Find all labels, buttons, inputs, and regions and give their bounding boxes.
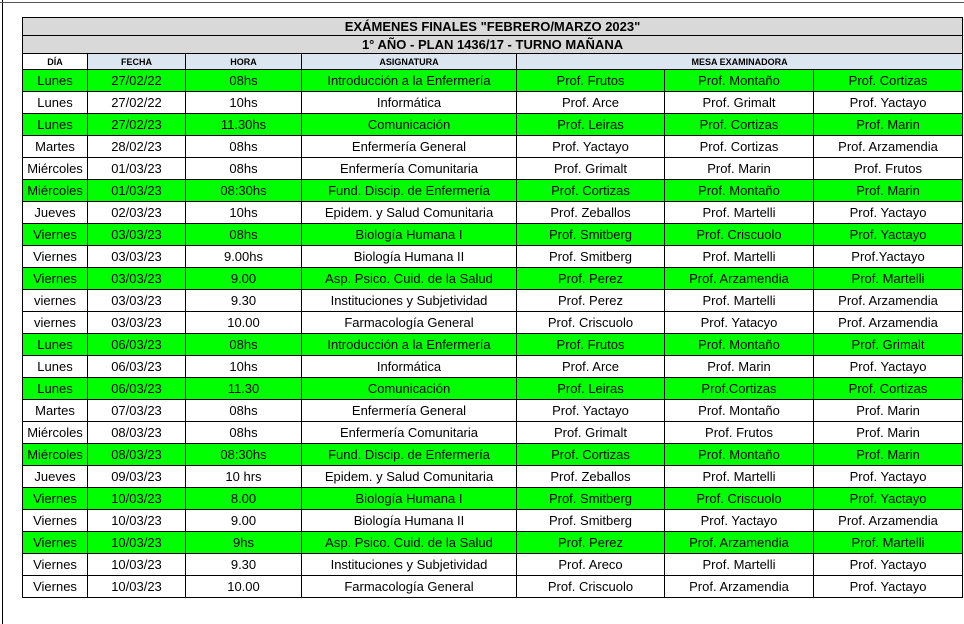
- cell-hora: 10hs: [186, 92, 302, 114]
- cell-examiner-1: Prof. Smitberg: [517, 246, 665, 268]
- page-edge-top: [0, 2, 964, 3]
- cell-examiner-2: Prof. Martelli: [665, 466, 814, 488]
- cell-fecha: 09/03/23: [88, 466, 186, 488]
- cell-fecha: 27/02/23: [88, 114, 186, 136]
- cell-asignatura: Asp. Psico. Cuid. de la Salud: [302, 532, 517, 554]
- cell-asignatura: Comunicación: [302, 378, 517, 400]
- cell-fecha: 10/03/23: [88, 576, 186, 598]
- cell-fecha: 10/03/23: [88, 488, 186, 510]
- cell-examiner-2: Prof. Marin: [665, 158, 814, 180]
- table-row: [23, 554, 963, 576]
- cell-asignatura: Enfermería General: [302, 400, 517, 422]
- cell-asignatura: Farmacología General: [302, 312, 517, 334]
- cell-examiner-1: Prof. Yactayo: [517, 136, 665, 158]
- cell-dia: Viernes: [23, 576, 88, 598]
- cell-examiner-1: Prof. Zeballos: [517, 466, 665, 488]
- table-row: [23, 334, 963, 356]
- cell-examiner-3: Prof. Cortizas: [814, 378, 963, 400]
- cell-asignatura: Epidem. y Salud Comunitaria: [302, 202, 517, 224]
- cell-dia: Lunes: [23, 70, 88, 92]
- column-header-hora: HORA: [186, 54, 302, 70]
- cell-fecha: 03/03/23: [88, 268, 186, 290]
- cell-examiner-1: Prof. Frutos: [517, 70, 665, 92]
- table-row: [23, 378, 963, 400]
- cell-fecha: 03/03/23: [88, 290, 186, 312]
- cell-examiner-1: Prof. Leiras: [517, 114, 665, 136]
- table-row: [23, 400, 963, 422]
- cell-hora: 9.00: [186, 510, 302, 532]
- cell-examiner-3: Prof. Yactayo: [814, 488, 963, 510]
- cell-examiner-2: Prof. Martelli: [665, 290, 814, 312]
- column-header-mesa: MESA EXAMINADORA: [517, 54, 963, 70]
- cell-examiner-2: Prof. Arzamendia: [665, 268, 814, 290]
- cell-asignatura: Informática: [302, 92, 517, 114]
- cell-asignatura: Introducción a la Enfermería: [302, 334, 517, 356]
- table-row: [23, 422, 963, 444]
- cell-examiner-3: Prof. Yactayo: [814, 202, 963, 224]
- cell-examiner-1: Prof. Grimalt: [517, 422, 665, 444]
- cell-examiner-2: Prof. Criscuolo: [665, 224, 814, 246]
- cell-examiner-3: Prof. Marin: [814, 114, 963, 136]
- cell-hora: 08hs: [186, 224, 302, 246]
- cell-fecha: 27/02/22: [88, 92, 186, 114]
- cell-dia: Jueves: [23, 466, 88, 488]
- cell-hora: 08hs: [186, 136, 302, 158]
- cell-examiner-1: Prof. Perez: [517, 532, 665, 554]
- cell-examiner-1: Prof. Perez: [517, 290, 665, 312]
- cell-examiner-3: Prof. Martelli: [814, 268, 963, 290]
- cell-examiner-3: Prof. Marin: [814, 180, 963, 202]
- cell-hora: 9hs: [186, 532, 302, 554]
- table-row: [23, 224, 963, 246]
- table-row: [23, 532, 963, 554]
- cell-asignatura: Informática: [302, 356, 517, 378]
- cell-examiner-1: Prof. Smitberg: [517, 488, 665, 510]
- cell-asignatura: Enfermería Comunitaria: [302, 158, 517, 180]
- cell-dia: Viernes: [23, 268, 88, 290]
- table-row: [23, 246, 963, 268]
- cell-examiner-3: Prof. Marin: [814, 422, 963, 444]
- cell-dia: Miércoles: [23, 180, 88, 202]
- table-row: [23, 510, 963, 532]
- schedule-title: EXÁMENES FINALES "FEBRERO/MARZO 2023": [23, 18, 963, 36]
- cell-asignatura: Asp. Psico. Cuid. de la Salud: [302, 268, 517, 290]
- cell-dia: Lunes: [23, 92, 88, 114]
- cell-examiner-2: Prof. Martelli: [665, 554, 814, 576]
- cell-examiner-2: Prof. Martelli: [665, 246, 814, 268]
- cell-fecha: 01/03/23: [88, 180, 186, 202]
- cell-dia: Lunes: [23, 334, 88, 356]
- cell-examiner-1: Prof. Yactayo: [517, 400, 665, 422]
- table-row: [23, 488, 963, 510]
- cell-hora: 11.30: [186, 378, 302, 400]
- cell-examiner-2: Prof. Montaño: [665, 70, 814, 92]
- cell-examiner-2: Prof. Criscuolo: [665, 488, 814, 510]
- cell-examiner-2: Prof. Montaño: [665, 180, 814, 202]
- cell-fecha: 08/03/23: [88, 422, 186, 444]
- cell-fecha: 06/03/23: [88, 378, 186, 400]
- cell-dia: Martes: [23, 400, 88, 422]
- cell-dia: Lunes: [23, 114, 88, 136]
- cell-examiner-1: Prof. Zeballos: [517, 202, 665, 224]
- cell-fecha: 02/03/23: [88, 202, 186, 224]
- cell-examiner-3: Prof.Yactayo: [814, 246, 963, 268]
- cell-hora: 9.00hs: [186, 246, 302, 268]
- cell-hora: 08hs: [186, 158, 302, 180]
- cell-asignatura: Biología Humana I: [302, 488, 517, 510]
- cell-examiner-2: Prof. Yatacyo: [665, 312, 814, 334]
- cell-hora: 9.00: [186, 268, 302, 290]
- cell-asignatura: Enfermería Comunitaria: [302, 422, 517, 444]
- table-row: [23, 158, 963, 180]
- cell-examiner-1: Prof. Criscuolo: [517, 576, 665, 598]
- cell-examiner-3: Prof. Arzamendia: [814, 136, 963, 158]
- cell-hora: 08hs: [186, 70, 302, 92]
- cell-fecha: 01/03/23: [88, 158, 186, 180]
- cell-dia: Martes: [23, 136, 88, 158]
- cell-examiner-1: Prof. Criscuolo: [517, 312, 665, 334]
- cell-asignatura: Biología Humana II: [302, 246, 517, 268]
- column-header-dia: DÍA: [23, 54, 88, 70]
- cell-dia: Viernes: [23, 246, 88, 268]
- cell-dia: Viernes: [23, 510, 88, 532]
- cell-fecha: 10/03/23: [88, 510, 186, 532]
- cell-examiner-3: Prof. Yactayo: [814, 224, 963, 246]
- column-header-fecha: FECHA: [88, 54, 186, 70]
- schedule-subtitle: 1° AÑO - PLAN 1436/17 - TURNO MAÑANA: [23, 36, 963, 54]
- table-row: [23, 466, 963, 488]
- cell-fecha: 10/03/23: [88, 532, 186, 554]
- cell-hora: 8.00: [186, 488, 302, 510]
- column-header-asignatura: ASIGNATURA: [302, 54, 517, 70]
- cell-examiner-2: Prof. Montaño: [665, 400, 814, 422]
- table-row: [23, 444, 963, 466]
- cell-examiner-3: Prof. Yactayo: [814, 554, 963, 576]
- cell-hora: 08:30hs: [186, 444, 302, 466]
- cell-examiner-2: Prof. Montaño: [665, 444, 814, 466]
- cell-dia: Jueves: [23, 202, 88, 224]
- table-row: [23, 268, 963, 290]
- cell-fecha: 10/03/23: [88, 554, 186, 576]
- cell-examiner-1: Prof. Cortizas: [517, 180, 665, 202]
- cell-hora: 10.00: [186, 312, 302, 334]
- cell-fecha: 06/03/23: [88, 334, 186, 356]
- cell-hora: 9.30: [186, 554, 302, 576]
- table-row: [23, 290, 963, 312]
- cell-examiner-1: Prof. Areco: [517, 554, 665, 576]
- cell-fecha: 03/03/23: [88, 246, 186, 268]
- cell-examiner-3: Prof. Yactayo: [814, 576, 963, 598]
- cell-hora: 08hs: [186, 422, 302, 444]
- cell-examiner-3: Prof. Yactayo: [814, 356, 963, 378]
- cell-examiner-3: Prof. Arzamendia: [814, 290, 963, 312]
- cell-examiner-1: Prof. Arce: [517, 356, 665, 378]
- cell-dia: Viernes: [23, 554, 88, 576]
- cell-examiner-3: Prof. Grimalt: [814, 334, 963, 356]
- cell-examiner-3: Prof. Arzamendia: [814, 312, 963, 334]
- cell-examiner-2: Prof. Montaño: [665, 334, 814, 356]
- cell-asignatura: Introducción a la Enfermería: [302, 70, 517, 92]
- cell-asignatura: Biología Humana I: [302, 224, 517, 246]
- cell-examiner-2: Prof. Arzamendia: [665, 576, 814, 598]
- cell-examiner-3: Prof. Martelli: [814, 532, 963, 554]
- cell-examiner-2: Prof. Cortizas: [665, 114, 814, 136]
- cell-fecha: 27/02/22: [88, 70, 186, 92]
- cell-examiner-2: Prof. Cortizas: [665, 136, 814, 158]
- cell-dia: Miércoles: [23, 158, 88, 180]
- cell-examiner-1: Prof. Perez: [517, 268, 665, 290]
- cell-fecha: 28/02/23: [88, 136, 186, 158]
- cell-examiner-1: Prof. Frutos: [517, 334, 665, 356]
- table-row: [23, 202, 963, 224]
- cell-examiner-1: Prof. Arce: [517, 92, 665, 114]
- cell-dia: Miércoles: [23, 422, 88, 444]
- cell-hora: 08hs: [186, 400, 302, 422]
- cell-hora: 10hs: [186, 202, 302, 224]
- cell-dia: Lunes: [23, 378, 88, 400]
- page-edge-left: [2, 0, 3, 624]
- schedule-rows: [23, 70, 963, 598]
- cell-examiner-1: Prof. Smitberg: [517, 510, 665, 532]
- cell-examiner-3: Prof. Marin: [814, 444, 963, 466]
- cell-examiner-1: Prof. Grimalt: [517, 158, 665, 180]
- cell-examiner-3: Prof. Cortizas: [814, 70, 963, 92]
- cell-fecha: 03/03/23: [88, 312, 186, 334]
- cell-asignatura: Farmacología General: [302, 576, 517, 598]
- cell-asignatura: Fund. Discip. de Enfermería: [302, 444, 517, 466]
- cell-hora: 10.00: [186, 576, 302, 598]
- cell-dia: Viernes: [23, 488, 88, 510]
- cell-asignatura: Instituciones y Subjetividad: [302, 554, 517, 576]
- cell-hora: 10 hrs: [186, 466, 302, 488]
- cell-examiner-1: Prof. Leiras: [517, 378, 665, 400]
- cell-examiner-2: Prof. Frutos: [665, 422, 814, 444]
- cell-dia: Viernes: [23, 532, 88, 554]
- cell-examiner-1: Prof. Cortizas: [517, 444, 665, 466]
- cell-hora: 9.30: [186, 290, 302, 312]
- cell-dia: Viernes: [23, 224, 88, 246]
- cell-examiner-3: Prof. Arzamendia: [814, 510, 963, 532]
- cell-hora: 08hs: [186, 334, 302, 356]
- cell-dia: viernes: [23, 312, 88, 334]
- cell-hora: 08:30hs: [186, 180, 302, 202]
- cell-examiner-2: Prof. Yactayo: [665, 510, 814, 532]
- cell-hora: 10hs: [186, 356, 302, 378]
- cell-examiner-1: Prof. Smitberg: [517, 224, 665, 246]
- cell-examiner-3: Prof. Yactayo: [814, 466, 963, 488]
- cell-asignatura: Comunicación: [302, 114, 517, 136]
- cell-examiner-3: Prof. Yactayo: [814, 92, 963, 114]
- table-row: [23, 356, 963, 378]
- table-row: [23, 92, 963, 114]
- cell-examiner-3: Prof. Frutos: [814, 158, 963, 180]
- cell-examiner-3: Prof. Marin: [814, 400, 963, 422]
- cell-asignatura: Biología Humana II: [302, 510, 517, 532]
- exam-schedule-table: [22, 17, 963, 598]
- cell-asignatura: Enfermería General: [302, 136, 517, 158]
- cell-dia: viernes: [23, 290, 88, 312]
- table-row: [23, 70, 963, 92]
- cell-examiner-2: Prof. Arzamendia: [665, 532, 814, 554]
- cell-examiner-2: Prof.Cortizas: [665, 378, 814, 400]
- cell-examiner-2: Prof. Marin: [665, 356, 814, 378]
- table-row: [23, 576, 963, 598]
- cell-asignatura: Fund. Discip. de Enfermería: [302, 180, 517, 202]
- cell-examiner-2: Prof. Grimalt: [665, 92, 814, 114]
- cell-examiner-2: Prof. Martelli: [665, 202, 814, 224]
- cell-asignatura: Instituciones y Subjetividad: [302, 290, 517, 312]
- cell-fecha: 06/03/23: [88, 356, 186, 378]
- cell-hora: 11.30hs: [186, 114, 302, 136]
- cell-asignatura: Epidem. y Salud Comunitaria: [302, 466, 517, 488]
- table-row: [23, 136, 963, 158]
- cell-fecha: 07/03/23: [88, 400, 186, 422]
- table-row: [23, 180, 963, 202]
- table-row: [23, 114, 963, 136]
- cell-dia: Miércoles: [23, 444, 88, 466]
- cell-dia: Lunes: [23, 356, 88, 378]
- table-row: [23, 312, 963, 334]
- cell-fecha: 08/03/23: [88, 444, 186, 466]
- cell-fecha: 03/03/23: [88, 224, 186, 246]
